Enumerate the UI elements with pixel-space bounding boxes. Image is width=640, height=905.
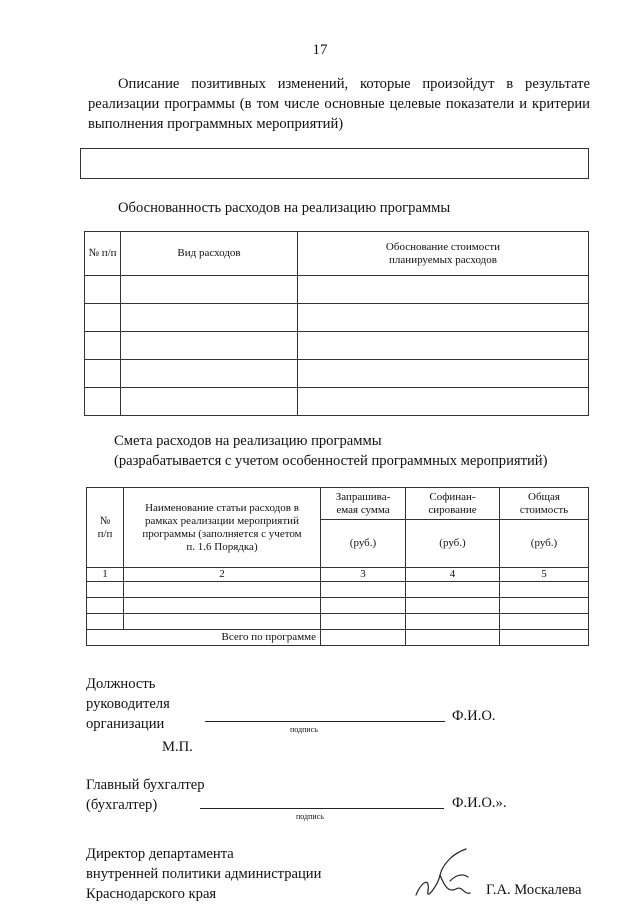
table-row <box>85 360 589 388</box>
table-row <box>85 388 589 416</box>
table2-header-requested: Запрашива-емая сумма <box>321 488 406 520</box>
director-title: Директор департамента внутренней политики администрации Краснодарского края <box>86 846 322 902</box>
table-row <box>85 332 589 360</box>
table-row <box>87 614 589 630</box>
justification-table <box>84 231 589 416</box>
table2-header-total: Общая стоимость <box>500 488 589 520</box>
table1-header-type: Вид расходов <box>121 232 298 276</box>
handwritten-signature-icon <box>410 845 490 903</box>
table2-unit-cofinancing: (руб.) <box>406 520 500 568</box>
table2-unit-total: (руб.) <box>500 520 589 568</box>
table2-colnum-2: 2 <box>124 568 321 582</box>
estimate-subheading: (разрабатывается с учетом особенностей программных мероприятий) <box>114 453 548 469</box>
table2-header-cofinancing: Софинан-сирование <box>406 488 500 520</box>
estimate-table <box>86 487 589 646</box>
table2-colnum-5: 5 <box>500 568 589 582</box>
signature-caption-2: подпись <box>296 812 324 821</box>
table-row <box>87 598 589 614</box>
table2-colnum-1: 1 <box>87 568 124 582</box>
table2-total-label: Всего по программе <box>87 630 321 646</box>
fio-label-2: Ф.И.О.». <box>452 795 507 811</box>
description-input-box <box>80 148 589 179</box>
signature-line-2 <box>200 808 444 809</box>
description-paragraph: Описание позитивных изменений, которые произойдут в результате реализации программы (в том числе основные целевые показатели и критерии выполнения программных мероприятий) <box>88 76 590 132</box>
estimate-heading: Смета расходов на реализацию программы <box>114 433 382 449</box>
table-row <box>85 304 589 332</box>
signature-caption-1: подпись <box>290 725 318 734</box>
signature-line-1 <box>205 721 445 722</box>
table2-colnum-3: 3 <box>321 568 406 582</box>
table2-header-num: № п/п <box>87 488 124 568</box>
director-name: Г.А. Москалева <box>486 882 582 898</box>
table2-colnum-4: 4 <box>406 568 500 582</box>
table1-header-num: № п/п <box>85 232 121 276</box>
table-row <box>87 582 589 598</box>
table2-header-item: Наименование статьи расходов в рамках реализации мероприятий программы (заполняется с учетом п. 1.6 Порядка) <box>124 488 321 568</box>
position-label: Должность руководителя организации <box>86 676 170 732</box>
justification-heading: Обоснованность расходов на реализацию программы <box>118 200 451 216</box>
accountant-label: Главный бухгалтер (бухгалтер) <box>86 777 205 813</box>
stamp-label: М.П. <box>162 739 193 755</box>
table1-header-justification: Обоснование стоимости планируемых расходов <box>298 232 589 276</box>
fio-label-1: Ф.И.О. <box>452 708 496 724</box>
table-row <box>85 276 589 304</box>
table2-unit-requested: (руб.) <box>321 520 406 568</box>
page-number: 17 <box>312 42 328 58</box>
